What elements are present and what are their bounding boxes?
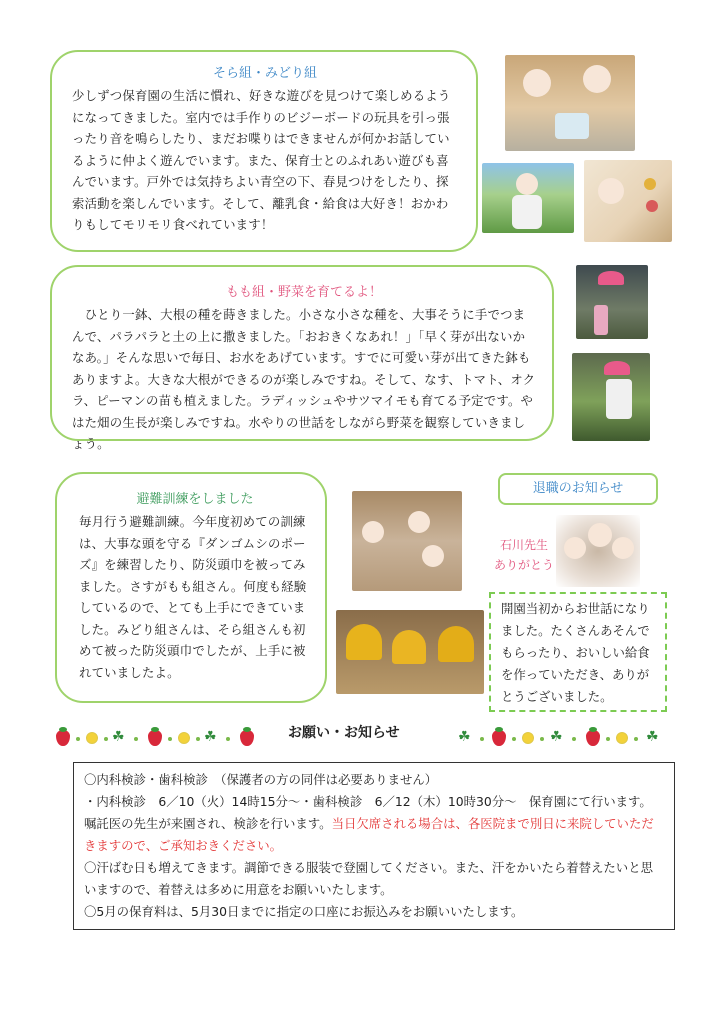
flower-icon — [86, 732, 98, 744]
leaf-icon: ☘ — [458, 729, 471, 745]
leaf-icon: ☘ — [112, 729, 125, 745]
sora-midori-section — [50, 50, 478, 252]
momo-title: もも組・野菜を育てるよ！ — [225, 285, 382, 300]
dot-icon — [606, 737, 610, 741]
notice-checkup-detail — [84, 791, 664, 857]
momo-body: ひとり一鉢、大根の種を蒔きました。小さな小さな種を、大事そうに手でつまんで、パラパラと土の上に撒きました。「おおきくなあれ！」「早く芽が出ないかなあ。」そんな思いで毎日、お水をあげています。すでに可愛い芽が出てきた鉢もありますよ。大きな大根ができるのが楽しみですね。そして、なす、トマト、オクラ、ピーマンの苗も植えました。ラディッシュやサツマイモも育てる予定です。やはた畑の生長が楽しみですね。水やりの世話をしながら野菜を観察していきましょう。 — [72, 307, 536, 451]
strawberry-icon — [240, 730, 254, 746]
strawberry-icon — [56, 730, 70, 746]
dot-icon — [572, 737, 576, 741]
leaf-icon: ☘ — [646, 729, 659, 745]
sora-midori-title: そら組・みどり組 — [212, 66, 317, 81]
dot-icon — [480, 737, 484, 741]
photo-outdoor-child — [482, 163, 574, 233]
teacher-name: 石川先生 — [499, 538, 548, 552]
notice-clothing: 〇汗ばむ日も増えてきます。調節できる服装で登園してください。また、汗をかいたら着替えたいと思いますので、着替えは多めに用意をお願いいたします。 — [84, 860, 653, 897]
sora-midori-body: 少しずつ保育園の生活に慣れ、好きな遊びを見つけて楽しめるようになってきました。室内では手作りのビジーボードの玩具を引っ張ったり音を鳴らしたり、まだお喋りはできませんが何かお話しているように仲よく遊んでいます。また、保育士とのふれあい遊びも喜んでいます。戸外では気持ちよい青空の下、春見つけをしたり、探索活動を楽しんでいます。そして、離乳食・給食は大好き！おかわりもしてモリモリ食べれています！ — [72, 88, 451, 232]
strawberry-icon — [492, 730, 506, 746]
dot-icon — [134, 737, 138, 741]
notice-checkup-heading: 〇内科検診・歯科検診 （保護者の方の同伴は必要ありません） — [84, 772, 438, 787]
photo-vegetable-garden — [572, 353, 650, 441]
notice-title: お願い・お知らせ — [288, 725, 400, 741]
retirement-thanks-label — [492, 535, 556, 575]
notice-checkup-schedule: ・内科検診 6／10（火）14時15分～・歯科検診 6／12（木）10時30分～ 保育園にて行います。嘱託医の先生が来園され、検診を行います。 — [84, 794, 652, 831]
strawberry-icon — [586, 730, 600, 746]
photo-teacher-with-children — [556, 515, 640, 587]
retirement-message: 開園当初からお世話になりました。たくさんあそんでもらったり、おいしい給食を作っていただき、ありがとうございました。 — [489, 592, 667, 712]
flower-icon — [616, 732, 628, 744]
notice-absence-warning: 当日欠席される場合は、各医院まで別日に来院していただきますので、ご承知おきください。 — [84, 816, 654, 853]
strawberry-icon — [148, 730, 162, 746]
dot-icon — [540, 737, 544, 741]
photo-disaster-hoods — [336, 610, 484, 694]
dot-icon — [168, 737, 172, 741]
thanks-text: ありがとう — [493, 558, 554, 572]
photo-babies-playing — [505, 55, 635, 151]
photo-busy-board — [584, 160, 672, 242]
dot-icon — [104, 737, 108, 741]
leaf-icon: ☘ — [204, 729, 217, 745]
dot-icon — [226, 737, 230, 741]
photo-watering-pot — [576, 265, 648, 339]
leaf-icon: ☘ — [550, 729, 563, 745]
evacuation-drill-title: 避難訓練をしました — [136, 492, 254, 507]
dot-icon — [634, 737, 638, 741]
momo-section — [50, 265, 554, 451]
retirement-notice-title: 退職のお知らせ — [498, 473, 658, 505]
dot-icon — [512, 737, 516, 741]
photo-dangomushi-pose — [352, 491, 462, 591]
dot-icon — [196, 737, 200, 741]
notice-box — [73, 762, 675, 930]
evacuation-drill-section — [55, 472, 327, 703]
evacuation-drill-body: 毎月行う避難訓練。今年度初めての訓練は、大事な頭を守る『ダンゴムシのポーズ』を練習したり、防災頭巾を被ってみました。さすがもも組さん。何度も経験しているので、とても上手にできていました。みどり組さんは、そら組さんも初めて被った防災頭巾でしたが、上手に被れていましたよ。 — [79, 514, 307, 680]
dot-icon — [76, 737, 80, 741]
flower-icon — [522, 732, 534, 744]
notice-fee: 〇5月の保育料は、5月30日までに指定の口座にお振込みをお願いいたします。 — [84, 904, 524, 919]
flower-icon — [178, 732, 190, 744]
